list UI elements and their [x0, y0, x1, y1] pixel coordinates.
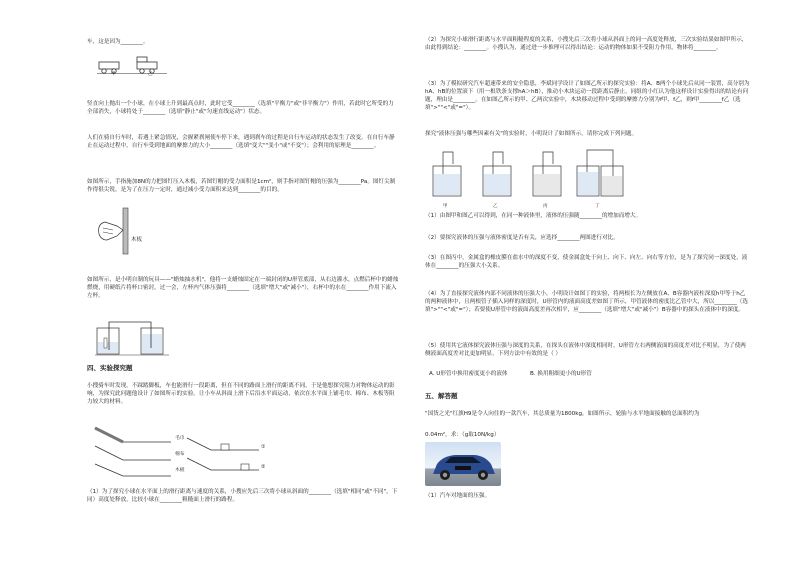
question-text: 人们在骑自行车时，若遇上紧急情况，会握紧刹闸使车停下来，遇到刹车的过程是自行车运动的状态发生了改变。在自行车静止在运动过程中，自行车受到地面的摩擦力的大小________（选填"变大""变小"或"不变"）；会利用的原理是________。	[87, 135, 395, 150]
question-text: （3）为了模拟研究汽车超速带来的安全隐患，李斌同学设计了如图乙所示的探究实验：将A、B两个小球先后从同一装置，高分别为hA、hB的位置滚下（用一根铁条支撑hA＞hB），推动小木块运动一段距离后静止。同组的小红认为他这样设计实验得出的结论有问题，理由是________。在如图乙所示的甲、乙两次实验中，木块移动过程中受到的摩擦力分别为f甲、f乙，则f甲________f乙（选填">""<"或"="）。	[425, 81, 750, 112]
board-label: 木板	[131, 237, 143, 243]
cart-label-b: 乙	[148, 72, 153, 77]
question-text: （3）在图丙中，金属盒的橡皮膜在盐水中的深度不变，使金属盒处于向上、向下、向左、向右等方位，是为了探究同一深度处，液体在________的压强大小关系。	[425, 255, 748, 270]
circle-label-1: ①	[261, 444, 266, 450]
question-text: 0.04m²，求：（g取10N/kg）	[425, 432, 500, 438]
option-b: B. 换用粗细更小的U形管	[530, 371, 592, 377]
beaker-label-4: 丁	[595, 204, 600, 209]
surface-label-wood: 木板	[175, 468, 185, 473]
question-text: 小搜骑车时发现，不踩踏脚板，车也能滑行一段距离，但在不同的路面上滑行的距离不同，于是他想探究阻力对物体运动的影响，为探究此问题他设计了如图所示的实验。让小车从斜面上滑下后沿水平面运动，依次在水平面上铺毛巾、棉布、木板等阻力较大的材料。	[87, 383, 395, 406]
question-text: （1）为了探究小球在水平面上的滑行距离与速度的关系，小搜应先后三次将小球从斜面的________（选填"相同"或"不同"，下同）高度处释放，比较小球在________粗糙面上滑行的路程。	[87, 489, 398, 504]
right-column	[425, 32, 750, 542]
option-a: A. U形管中换用密度更小的液体	[429, 371, 508, 377]
surface-label-towel: 毛巾	[175, 436, 185, 441]
question-text: 竖直向上抛出一个小球，在小球上升到最高点时，此时它受________（选填"平衡力"或"非平衡力"）作用，若此时它所受的力全部消失，小球将处于________（选填"静止"或"匀速直线运动"）状态。	[87, 101, 394, 116]
left-column	[87, 32, 399, 542]
question-text: 如图所示，手指施加8N的力把图钉压入木板，若图钉帽的受力面积是1cm²，则手指对图钉帽的压强为________Pa。图钉尖制作得很尖锐，是为了在压力一定时，通过减小受力面积来达到________的目的。	[87, 179, 396, 194]
candle-pump-figure	[95, 318, 169, 358]
thumbtack-figure	[93, 206, 153, 256]
beaker-label-2: 乙	[493, 204, 498, 209]
question-text: "国货之光"红旗H9是令人向往的一款汽车，其总质量为1800kg，如图所示，轮胎与水平地面接触的总面积约为	[425, 411, 700, 417]
section-heading: 四、实验探究题	[87, 364, 133, 372]
cart-label-a: 甲	[111, 72, 116, 77]
question-text: （4）为了直接探究液体内部不同液体的压强大小，小明设计如图丁的实验，将两根长为左侧放在A、B容器内液柱深度h甲等于h乙的两种液体中，且两根管子插入同样的深度时，U形管内的液面高度差如图丁所示，甲管液体的密度比乙管中大，所以________（选填">""<"或"="）；若要使U形管中的液面高度差再次相平，应________（选填"增大"或"减小"）B容器中的探头在液体中的深度。	[425, 291, 748, 314]
question-text: 车，这是因为________。	[87, 39, 149, 45]
section-heading: 五、解答题	[425, 392, 458, 400]
question-text: （2）为探究小球滑行距离与水平面粗糙程度的关系，小搜先后三次将小球从斜面上的同一高度处释放，三次实验结果如图甲所示，由此得到结论：________。小搜认为，通过进一步推理可以得出结论：运动的物体如果不受阻力作用，物体将________。	[425, 37, 748, 52]
question-text: （5）使用其它液体探究液体压强与深度的关系，在探头在液体中深度相同时，U形管左右两侧液面的高度差对比不明显，为了使两侧液面高度差对比更加明显，下列方法中有效的是（ ）	[425, 343, 746, 358]
question-text: （1）由图甲和图乙可以得到，在同一种液体里，液体的压强随________的增加而增大。	[425, 213, 642, 219]
surface-label-cotton: 棉布	[175, 452, 185, 457]
pressure-experiment-figure	[429, 146, 629, 204]
question-text: 如图所示，是小明自制的玩具——"蜡烛抽水机"，他将一支蜡烛固定在一端封闭的U形管底部，从右边灌水，点燃后杯中的蜡烛燃烧，用硬纸片将杯口密封，过一会，左杯内气体压强将________（选填"增大"或"减小"），右杯中的水在________作用下流入左杯。	[87, 277, 399, 300]
question-text: 探究"液体压强与哪些因素有关"的实验时，小明设计了如图所示，请你完成下列问题。	[425, 131, 638, 137]
circle-label-2: ②	[261, 464, 266, 470]
beaker-label-3: 丙	[543, 204, 548, 209]
question-text: （2）要探究液体的压强与液体密度是否有关，应选择________两图进行对比。	[425, 235, 619, 241]
question-text: （1）汽车对地面的压强。	[425, 493, 491, 499]
beaker-label-1: 甲	[443, 204, 448, 209]
cart-figure	[97, 56, 167, 78]
car-image	[425, 442, 501, 486]
